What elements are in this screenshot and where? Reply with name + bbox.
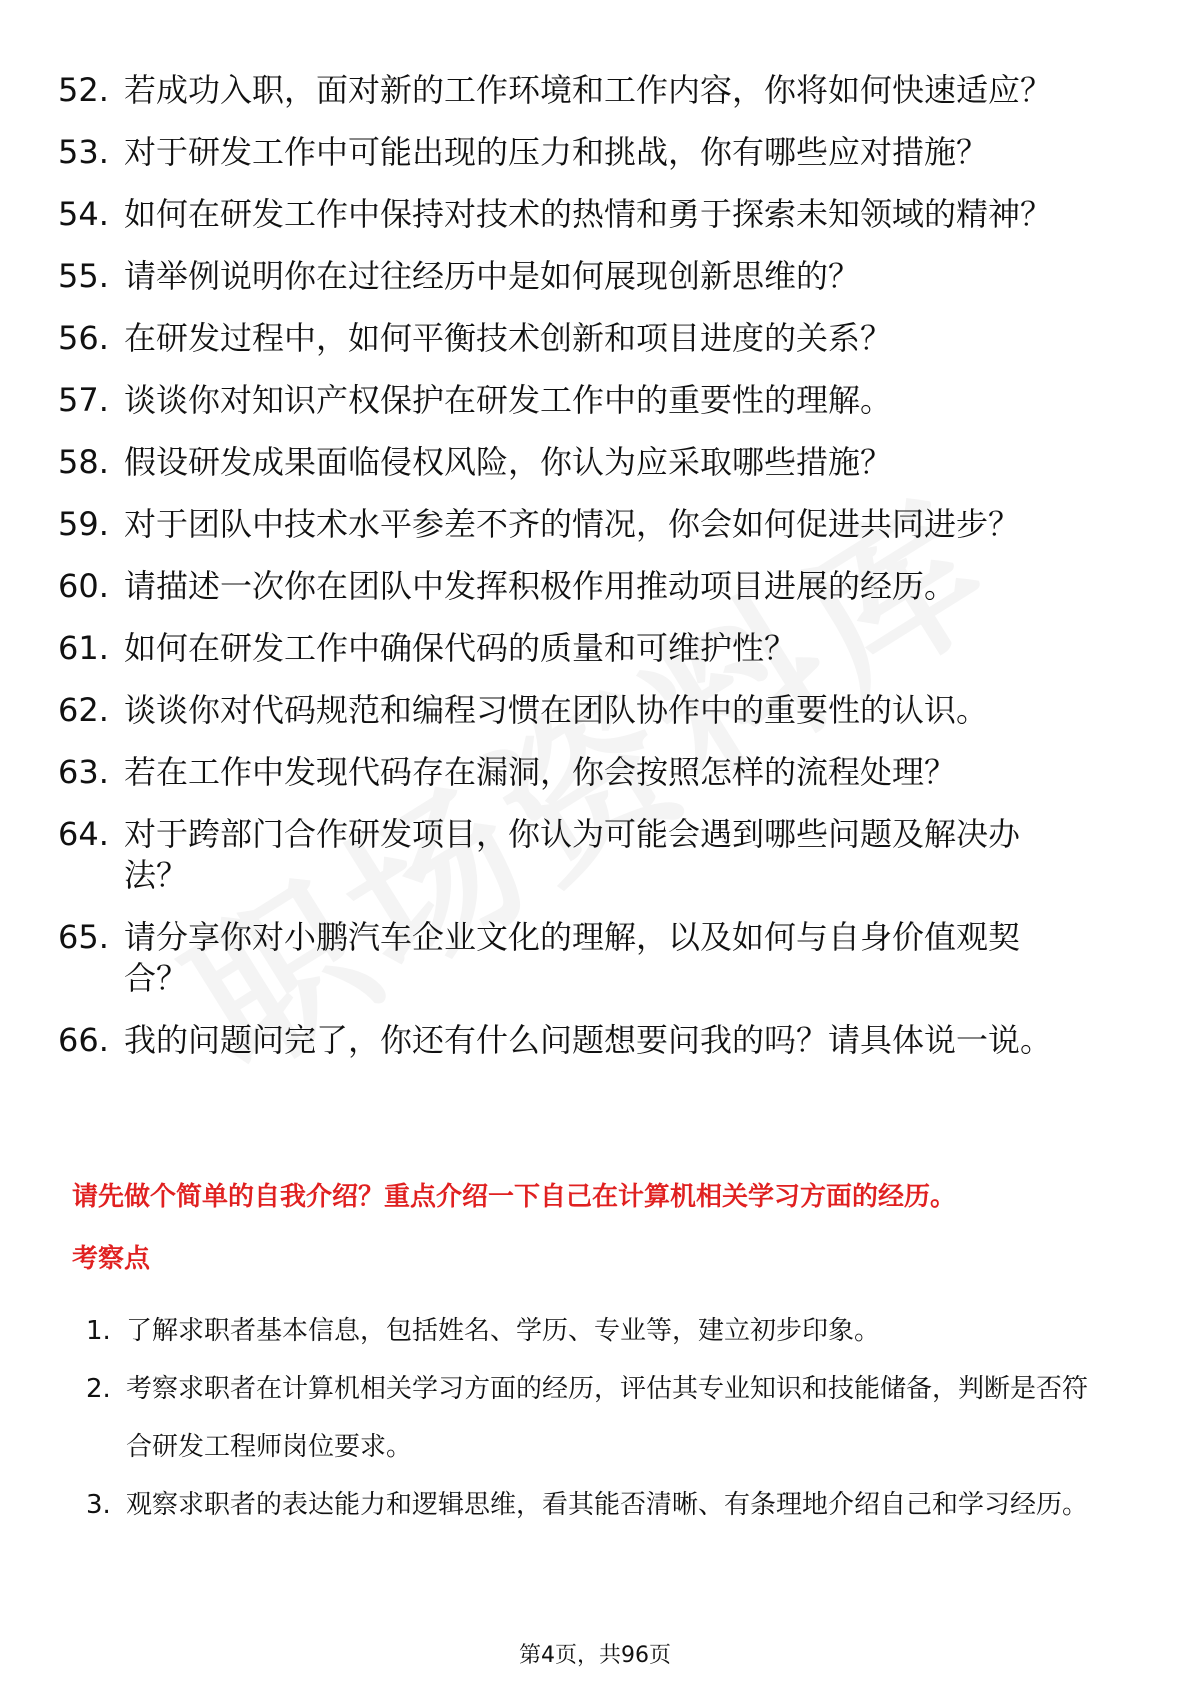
question-text: 如何在研发工作中确保代码的质量和可维护性？ — [124, 629, 797, 667]
question-item — [58, 70, 1118, 111]
question-text: 对于团队中技术水平参差不齐的情况，你会如何促进共同进步？ — [124, 505, 1021, 543]
question-list — [58, 70, 1118, 1082]
question-number: 62. — [58, 691, 109, 729]
question-number: 66. — [58, 1021, 109, 1059]
question-text: 若成功入职，面对新的工作环境和工作内容，你将如何快速适应？ — [124, 71, 1053, 109]
question-item — [58, 256, 1118, 297]
question-number: 54. — [58, 195, 109, 233]
question-number: 64. — [58, 815, 109, 853]
question-item — [58, 318, 1118, 359]
question-text: 在研发过程中，如何平衡技术创新和项目进度的关系？ — [124, 319, 893, 357]
question-number: 57. — [58, 381, 109, 419]
question-item — [58, 380, 1118, 421]
question-text: 如何在研发工作中保持对技术的热情和勇于探索未知领域的精神？ — [124, 195, 1053, 233]
point-item — [86, 1302, 1126, 1360]
point-number: 1. — [86, 1316, 111, 1346]
question-text: 对于研发工作中可能出现的压力和挑战，你有哪些应对措施？ — [124, 133, 989, 171]
question-text: 对于跨部门合作研发项目，你认为可能会遇到哪些问题及解决办法？ — [124, 815, 1021, 894]
question-item — [58, 690, 1118, 731]
question-text: 谈谈你对代码规范和编程习惯在团队协作中的重要性的认识。 — [124, 691, 989, 729]
point-number: 3. — [86, 1490, 111, 1520]
question-number: 59. — [58, 505, 109, 543]
question-item — [58, 194, 1118, 235]
question-number: 65. — [58, 918, 109, 956]
question-number: 56. — [58, 319, 109, 357]
question-number: 58. — [58, 443, 109, 481]
question-text: 若在工作中发现代码存在漏洞，你会按照怎样的流程处理？ — [124, 753, 957, 791]
question-item — [58, 814, 1118, 896]
page-footer: 第4页，共96页 — [519, 1643, 671, 1668]
point-item — [86, 1476, 1126, 1534]
points-list — [86, 1302, 1126, 1534]
section-heading: 请先做个简单的自我介绍？重点介绍一下自己在计算机相关学习方面的经历。 — [72, 1182, 957, 1212]
question-number: 55. — [58, 257, 109, 295]
question-item — [58, 752, 1118, 793]
question-item — [58, 442, 1118, 483]
question-item — [58, 917, 1118, 999]
question-number: 61. — [58, 629, 109, 667]
question-number: 63. — [58, 753, 109, 791]
point-text: 观察求职者的表达能力和逻辑思维，看其能否清晰、有条理地介绍自己和学习经历。 — [126, 1490, 1089, 1520]
question-text: 我的问题问完了，你还有什么问题想要问我的吗？请具体说一说。 — [124, 1021, 1053, 1059]
question-item — [58, 132, 1118, 173]
question-item — [58, 628, 1118, 669]
question-number: 60. — [58, 567, 109, 605]
question-number: 52. — [58, 71, 109, 109]
point-item — [86, 1360, 1126, 1476]
question-text: 谈谈你对知识产权保护在研发工作中的重要性的理解。 — [124, 381, 893, 419]
point-text: 了解求职者基本信息，包括姓名、学历、专业等，建立初步印象。 — [126, 1316, 881, 1346]
question-item — [58, 504, 1118, 545]
question-item — [58, 566, 1118, 607]
question-text: 请描述一次你在团队中发挥积极作用推动项目进展的经历。 — [124, 567, 957, 605]
question-text: 请分享你对小鹏汽车企业文化的理解，以及如何与自身价值观契合？ — [124, 918, 1021, 997]
question-item — [58, 1020, 1118, 1061]
question-text: 假设研发成果面临侵权风险，你认为应采取哪些措施？ — [124, 443, 893, 481]
question-text: 请举例说明你在过往经历中是如何展现创新思维的？ — [124, 257, 861, 295]
points-heading: 考察点 — [72, 1244, 151, 1274]
question-number: 53. — [58, 133, 109, 171]
point-number: 2. — [86, 1374, 111, 1404]
point-text: 考察求职者在计算机相关学习方面的经历，评估其专业知识和技能储备，判断是否符合研发工程师岗位要求。 — [126, 1374, 1089, 1462]
